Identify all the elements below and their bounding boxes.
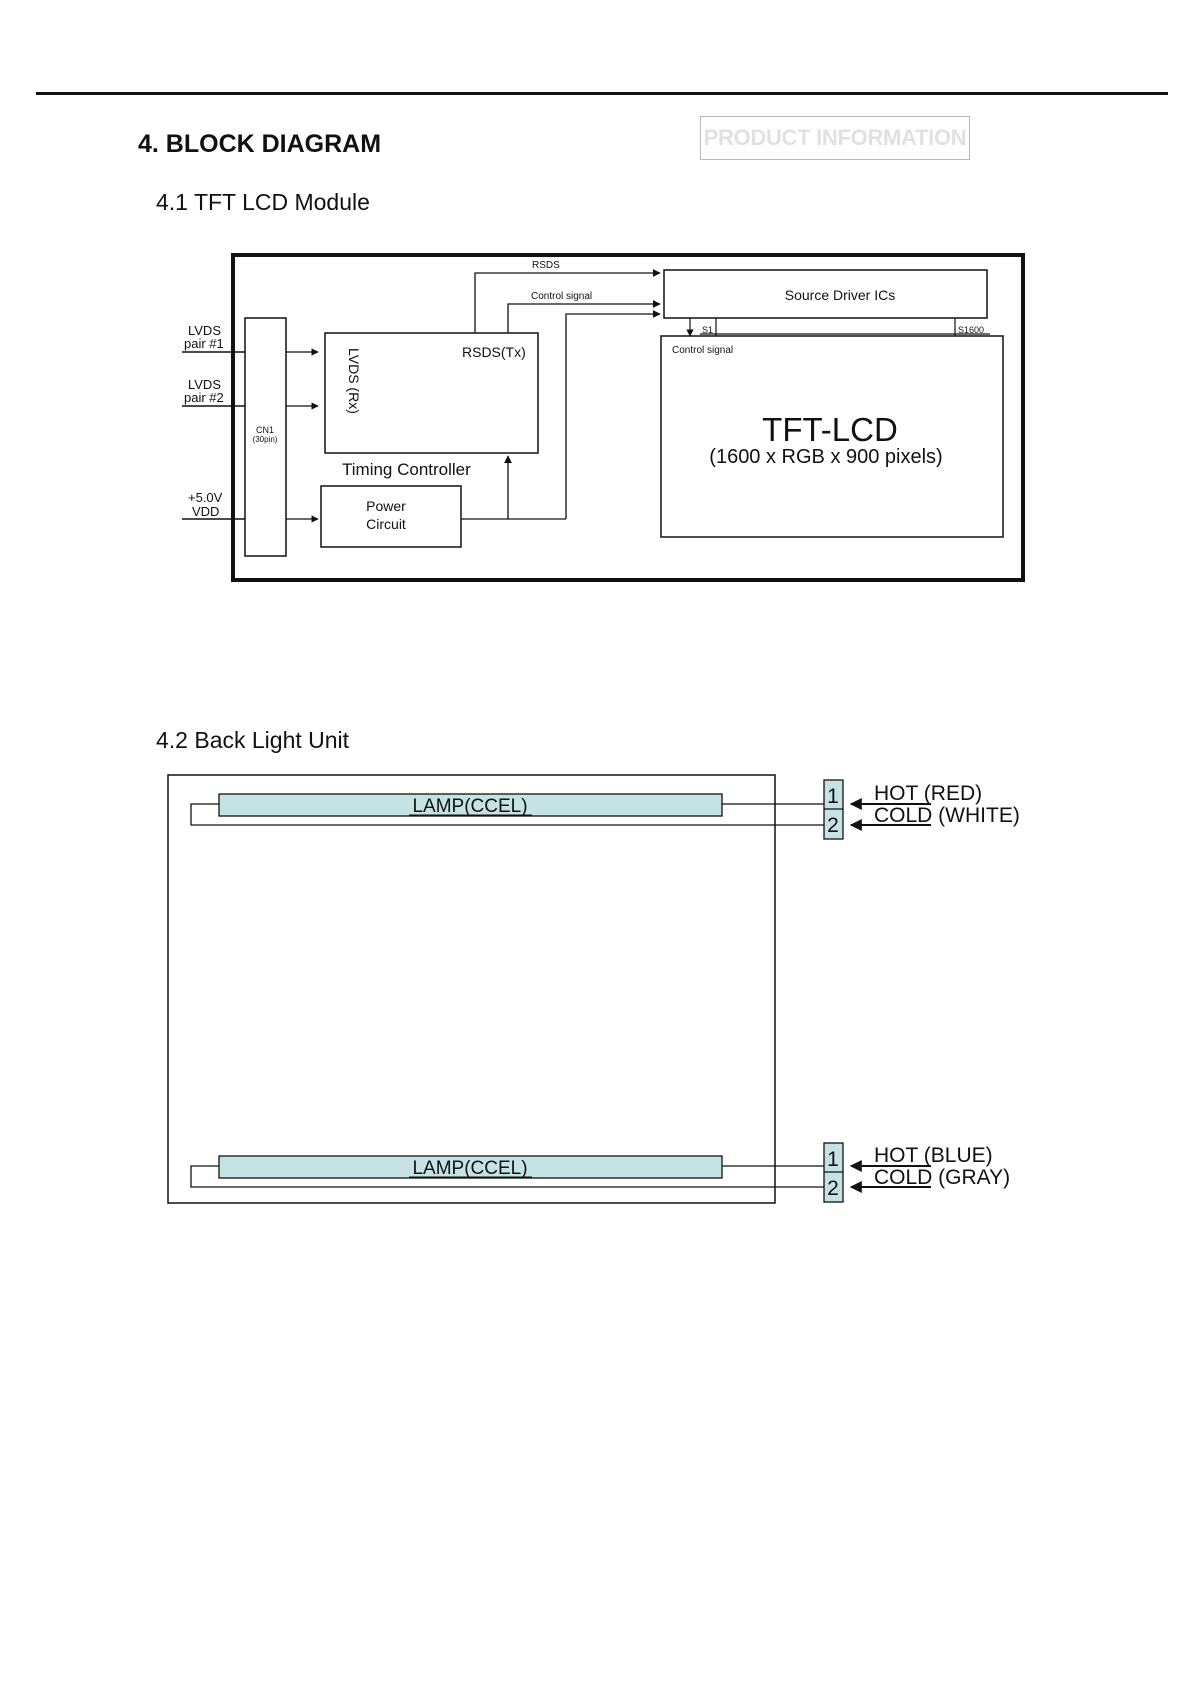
lvds-rx-label: LVDS (Rx) xyxy=(346,348,362,414)
backlight-frame xyxy=(168,775,775,1203)
vdd-label: VDD xyxy=(192,504,220,519)
lvds-pair2-label: LVDS xyxy=(188,377,221,392)
source-driver-label: Source Driver ICs xyxy=(784,287,896,303)
tft-lcd-module-diagram xyxy=(182,255,1023,580)
panel-control-signal-label: Control signal xyxy=(672,345,734,356)
power-circuit-label: Power xyxy=(366,498,406,514)
back-light-unit-diagram xyxy=(168,775,1020,1203)
control-signal-label: Control signal xyxy=(531,291,593,302)
section-heading-back-light: 4.2 Back Light Unit xyxy=(156,727,350,753)
connector-top-pin1: 1 xyxy=(827,785,839,808)
cn1-label: CN1 xyxy=(255,425,275,435)
connector-bottom-pin1: 1 xyxy=(827,1148,839,1171)
cn1-pins-label: (30pin) xyxy=(252,435,278,444)
lvds-pair1-label: LVDS xyxy=(188,323,221,338)
timing-controller-label: Timing Controller xyxy=(342,460,471,479)
cold-white-label: COLD (WHITE) xyxy=(874,804,1020,827)
power-circuit-sublabel: Circuit xyxy=(366,516,406,532)
tft-lcd-resolution: (1600 x RGB x 900 pixels) xyxy=(709,446,943,468)
lvds-pair2-sublabel: pair #2 xyxy=(184,390,224,405)
lvds-pair1-sublabel: pair #1 xyxy=(184,336,224,351)
arrow-control-signal xyxy=(508,304,660,333)
connector-top-pin2: 2 xyxy=(827,814,839,837)
hot-blue-label: HOT (BLUE) xyxy=(874,1144,993,1167)
arrow-rsds xyxy=(475,273,660,333)
rsds-tx-label: RSDS(Tx) xyxy=(462,344,526,360)
s1600-label: S1600 xyxy=(958,325,985,335)
product-information-badge: PRODUCT INFORMATION xyxy=(700,116,970,160)
hot-red-label: HOT (RED) xyxy=(874,782,983,805)
s1-label: S1 xyxy=(702,325,714,335)
connector-bottom-pin2: 2 xyxy=(827,1177,839,1200)
section-heading-tft-lcd: 4.1 TFT LCD Module xyxy=(156,189,370,215)
tft-lcd-title: TFT-LCD xyxy=(762,411,898,448)
cold-gray-label: COLD (GRAY) xyxy=(874,1166,1011,1189)
arrow-power-to-source xyxy=(566,314,660,519)
rsds-signal-label: RSDS xyxy=(532,260,560,271)
page-title: 4. BLOCK DIAGRAM xyxy=(138,130,382,158)
lamp-bottom-label: LAMP(CCEL) xyxy=(412,1158,528,1179)
lamp-top-label: LAMP(CCEL) xyxy=(412,796,528,817)
power-input-label: +5.0V xyxy=(188,490,223,505)
